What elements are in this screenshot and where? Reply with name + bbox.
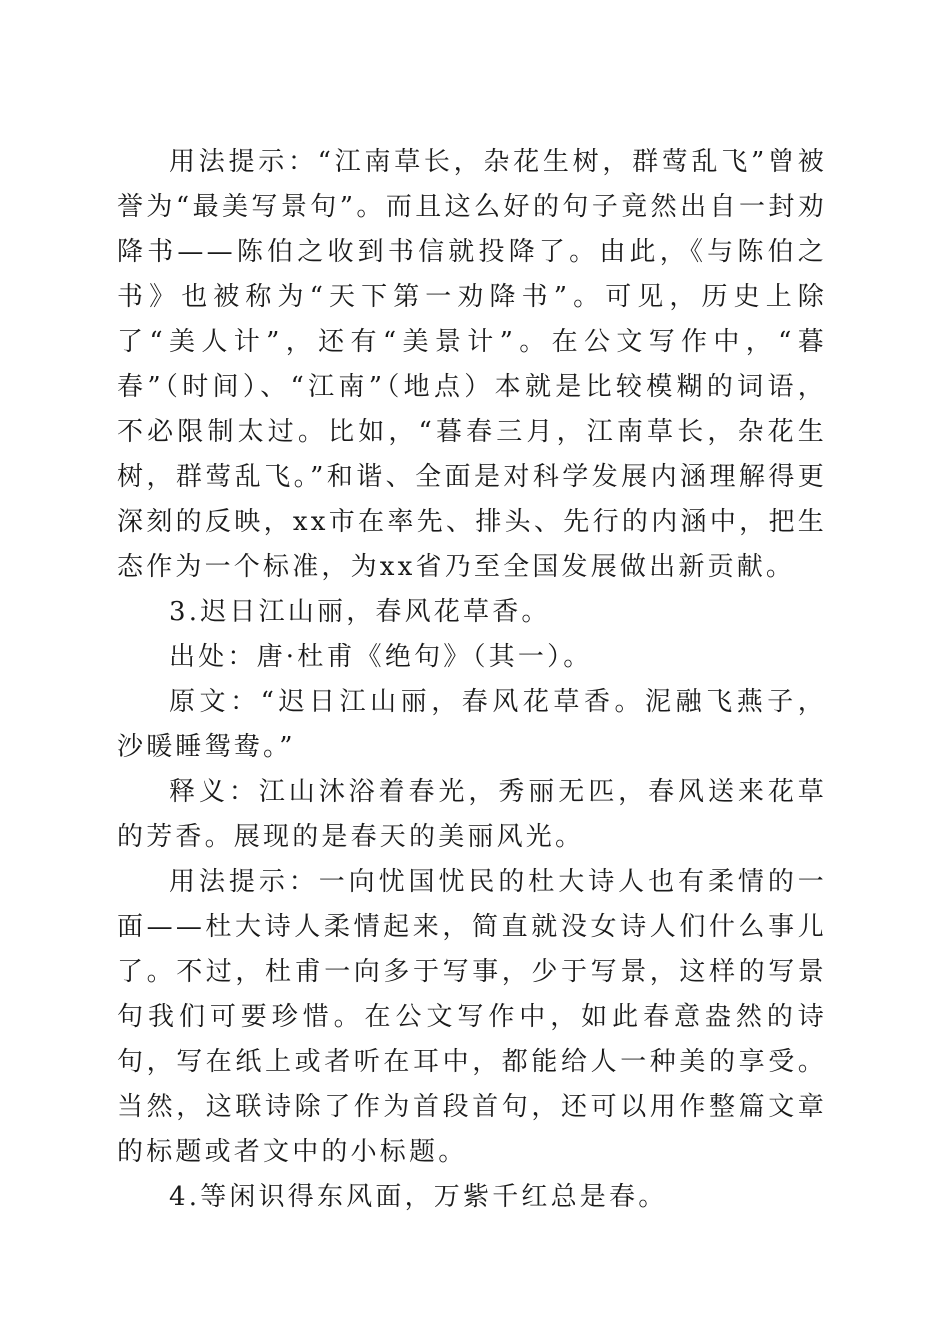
paragraph-explanation: 释义：江山沐浴着春光，秀丽无匹，春风送来花草的芳香。展现的是春天的美丽风光。	[117, 777, 827, 852]
paragraph-heading-4: 4.等闲识得东风面，万紫千红总是春。	[169, 1182, 668, 1212]
paragraph-usage-tip-1: 用法提示：“江南草长，杂花生树，群莺乱飞”曾被誉为“最美写景句”。而且这么好的句子竟然出自一封劝降书——陈伯之收到书信就投降了。由此，《与陈伯之书》也被称为“天下第一劝降书”。可见，历史上除了“美人计”，还有“美景计”。在公文写作中，“暮春”（时间）、“江南”（地点）本就是比较模糊的词语，不必限制太过。比如，“暮春三月，江南草长，杂花生树，群莺乱飞。”和谐、全面是对科学发展内涵理解得更深刻的反映，xx市在率先、排头、先行的内涵中，把生态作为一个标准，为xx省乃至全国发展做出新贡献。	[117, 147, 827, 582]
paragraph-usage-tip-2: 用法提示：一向忧国忧民的杜大诗人也有柔情的一面——杜大诗人柔情起来，简直就没女诗人们什么事儿了。不过，杜甫一向多于写事，少于写景，这样的写景句我们可要珍惜。在公文写作中，如此春意盎然的诗句，写在纸上或者听在耳中，都能给人一种美的享受。当然，这联诗除了作为首段首句，还可以用作整篇文章的标题或者文中的小标题。	[117, 867, 827, 1167]
paragraph-original-text: 原文：“迟日江山丽，春风花草香。泥融飞燕子，沙暖睡鸳鸯。”	[117, 687, 827, 762]
document-body	[117, 140, 827, 1220]
paragraph-source: 出处：唐·杜甫《绝句》（其一）。	[169, 642, 593, 672]
paragraph-heading-3: 3.迟日江山丽，春风花草香。	[169, 597, 551, 627]
